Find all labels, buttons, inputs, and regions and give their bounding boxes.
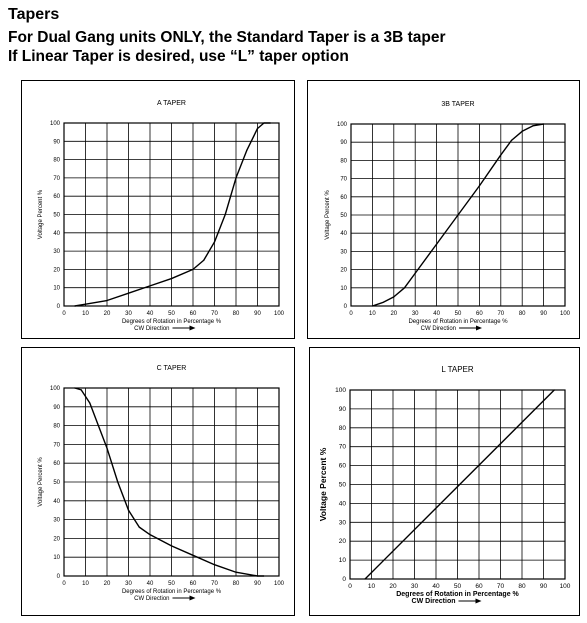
chart-panel-l-taper bbox=[309, 347, 580, 616]
x-tick-label: 90 bbox=[539, 583, 548, 590]
data-point bbox=[415, 273, 416, 274]
x-tick-label: 90 bbox=[254, 581, 261, 587]
y-axis-label: Voltage Percent % bbox=[38, 457, 44, 507]
x-tick-label: 30 bbox=[125, 581, 132, 587]
y-tick-label: 20 bbox=[338, 538, 346, 546]
data-point bbox=[457, 214, 458, 215]
x-tick-label: 70 bbox=[211, 581, 218, 587]
y-tick-label: 50 bbox=[53, 480, 60, 486]
data-point bbox=[479, 185, 480, 186]
data-point bbox=[404, 287, 405, 288]
data-point bbox=[106, 300, 107, 301]
y-tick-label: 100 bbox=[335, 387, 346, 394]
data-point bbox=[171, 278, 172, 279]
y-tick-label: 60 bbox=[338, 462, 346, 470]
data-point bbox=[270, 122, 271, 123]
x-tick-label: 30 bbox=[125, 311, 132, 317]
direction-arrow-head bbox=[476, 326, 482, 331]
page-title: Tapers bbox=[8, 6, 60, 23]
y-tick-label: 40 bbox=[53, 230, 60, 237]
x-tick-label: 0 bbox=[349, 311, 353, 317]
y-tick-label: 40 bbox=[53, 498, 60, 505]
x-tick-label: 50 bbox=[453, 583, 462, 590]
x-tick-label: 20 bbox=[103, 581, 111, 587]
y-tick-label: 80 bbox=[53, 423, 60, 430]
data-point bbox=[98, 425, 99, 426]
cw-direction-label: CW Direction bbox=[134, 596, 170, 602]
y-tick-label: 70 bbox=[338, 443, 346, 451]
y-tick-label: 30 bbox=[340, 249, 347, 256]
x-tick-label: 100 bbox=[273, 311, 285, 317]
y-tick-label: 50 bbox=[338, 481, 346, 489]
y-tick-label: 20 bbox=[53, 267, 60, 274]
y-tick-label: 90 bbox=[338, 405, 346, 413]
data-point bbox=[257, 575, 258, 576]
y-tick-label: 60 bbox=[53, 461, 60, 468]
y-tick-label: 70 bbox=[340, 176, 347, 183]
data-point bbox=[171, 545, 172, 546]
x-tick-label: 40 bbox=[146, 311, 154, 317]
data-point bbox=[263, 575, 264, 576]
x-axis-label: Degrees of Rotation in Percentage % bbox=[121, 589, 222, 595]
data-point bbox=[235, 177, 236, 178]
y-tick-label: 50 bbox=[340, 213, 347, 219]
y-tick-label: 90 bbox=[53, 139, 60, 146]
y-tick-label: 70 bbox=[53, 175, 60, 182]
y-axis-label: Voltage Percent % bbox=[38, 189, 44, 240]
data-point bbox=[85, 304, 86, 305]
y-tick-label: 80 bbox=[338, 424, 346, 432]
data-point bbox=[192, 555, 193, 556]
data-point bbox=[511, 140, 512, 141]
y-tick-label: 20 bbox=[53, 536, 60, 543]
x-tick-label: 80 bbox=[518, 311, 526, 317]
x-axis-label: Degrees of Rotation in Percentage % bbox=[396, 591, 519, 598]
y-tick-label: 10 bbox=[338, 557, 346, 565]
y-tick-label: 10 bbox=[53, 555, 60, 562]
data-point bbox=[149, 285, 150, 286]
y-tick-label: 0 bbox=[342, 576, 346, 583]
data-point bbox=[214, 564, 215, 565]
y-axis-label: Voltage Percent % bbox=[318, 447, 328, 522]
chart-title: A TAPER bbox=[157, 100, 186, 107]
y-tick-label: 100 bbox=[49, 386, 60, 392]
data-point bbox=[383, 302, 384, 303]
y-axis-label: Voltage Percent % bbox=[325, 190, 331, 240]
x-tick-label: 20 bbox=[390, 311, 398, 317]
data-point bbox=[554, 389, 555, 390]
data-point bbox=[139, 527, 140, 528]
chart-panel-c-taper bbox=[21, 347, 295, 616]
data-point bbox=[500, 154, 501, 155]
x-tick-label: 60 bbox=[476, 311, 483, 317]
data-point bbox=[74, 387, 75, 388]
x-tick-label: 90 bbox=[540, 311, 547, 317]
data-point bbox=[522, 131, 523, 132]
data-point bbox=[225, 214, 226, 215]
direction-arrow-head bbox=[190, 596, 196, 601]
x-tick-label: 10 bbox=[82, 581, 89, 587]
y-tick-label: 60 bbox=[340, 194, 347, 201]
dual-gang-note: For Dual Gang units ONLY, the Standard Taper is a 3B taper bbox=[8, 29, 446, 46]
x-tick-label: 10 bbox=[369, 311, 376, 317]
x-tick-label: 90 bbox=[254, 311, 261, 317]
x-tick-label: 70 bbox=[496, 583, 505, 590]
data-point bbox=[436, 244, 437, 245]
data-point bbox=[257, 128, 258, 129]
x-tick-label: 50 bbox=[168, 311, 175, 317]
x-tick-label: 10 bbox=[367, 583, 376, 590]
x-tick-label: 60 bbox=[189, 311, 197, 317]
c-taper-chart bbox=[22, 348, 294, 615]
data-point bbox=[214, 241, 215, 242]
data-point bbox=[246, 150, 247, 151]
chart-title: C TAPER bbox=[156, 365, 187, 372]
3b-taper-chart bbox=[308, 81, 579, 338]
x-tick-label: 40 bbox=[146, 581, 154, 587]
x-tick-label: 70 bbox=[497, 311, 505, 317]
x-tick-label: 0 bbox=[348, 583, 352, 590]
data-point bbox=[117, 481, 118, 482]
x-tick-label: 60 bbox=[475, 583, 483, 590]
data-point bbox=[235, 572, 236, 573]
y-tick-label: 60 bbox=[53, 194, 60, 201]
chart-panel-a-taper bbox=[21, 80, 295, 339]
x-tick-label: 80 bbox=[232, 581, 240, 587]
x-tick-label: 60 bbox=[189, 581, 197, 587]
data-point bbox=[149, 534, 150, 535]
x-tick-label: 50 bbox=[454, 311, 462, 317]
data-point bbox=[393, 296, 394, 297]
direction-arrow-head bbox=[476, 599, 482, 604]
y-tick-label: 90 bbox=[340, 140, 347, 147]
data-point bbox=[203, 260, 204, 261]
chart-title: L TAPER bbox=[441, 365, 474, 374]
x-tick-label: 100 bbox=[273, 581, 285, 587]
x-tick-label: 80 bbox=[518, 583, 526, 590]
y-tick-label: 90 bbox=[53, 404, 60, 411]
x-axis-label: Degrees of Rotation in Percentage % bbox=[121, 319, 222, 325]
x-axis-label: Degrees of Rotation in Percentage % bbox=[408, 319, 508, 325]
data-point bbox=[372, 305, 373, 306]
data-point bbox=[74, 305, 75, 306]
y-tick-label: 20 bbox=[340, 267, 347, 274]
data-point bbox=[532, 125, 533, 126]
x-tick-label: 70 bbox=[211, 311, 218, 317]
x-tick-label: 100 bbox=[559, 311, 571, 317]
x-tick-label: 40 bbox=[432, 583, 440, 590]
y-tick-label: 10 bbox=[53, 285, 60, 292]
y-tick-label: 100 bbox=[49, 121, 60, 127]
x-tick-label: 0 bbox=[62, 311, 66, 317]
cw-direction-label: CW Direction bbox=[420, 326, 456, 332]
y-tick-label: 30 bbox=[53, 517, 60, 524]
x-tick-label: 50 bbox=[168, 581, 175, 587]
y-tick-label: 0 bbox=[343, 304, 347, 310]
y-tick-label: 100 bbox=[336, 122, 347, 128]
x-tick-label: 80 bbox=[232, 311, 240, 317]
x-tick-label: 40 bbox=[433, 311, 440, 317]
y-tick-label: 0 bbox=[56, 304, 60, 310]
data-point bbox=[128, 510, 129, 511]
x-tick-label: 20 bbox=[389, 583, 397, 590]
x-tick-label: 20 bbox=[103, 311, 111, 317]
l-taper-chart bbox=[310, 348, 579, 615]
data-point bbox=[192, 269, 193, 270]
cw-direction-label: CW Direction bbox=[134, 326, 170, 332]
data-point bbox=[89, 402, 90, 403]
x-tick-label: 30 bbox=[411, 311, 419, 317]
y-tick-label: 30 bbox=[338, 519, 346, 527]
y-tick-label: 40 bbox=[340, 231, 347, 238]
chart-title: 3B TAPER bbox=[441, 101, 475, 108]
data-point bbox=[81, 389, 82, 390]
a-taper-chart bbox=[22, 81, 294, 338]
x-tick-label: 30 bbox=[410, 583, 419, 590]
data-point bbox=[106, 448, 107, 449]
x-tick-label: 100 bbox=[559, 583, 571, 590]
data-point bbox=[543, 123, 544, 124]
y-tick-label: 50 bbox=[53, 212, 60, 219]
linear-taper-note: If Linear Taper is desired, use “L” taper option bbox=[8, 48, 349, 65]
chart-panel-3b-taper bbox=[307, 80, 580, 339]
y-tick-label: 70 bbox=[53, 442, 60, 449]
x-tick-label: 10 bbox=[82, 311, 89, 317]
y-tick-label: 80 bbox=[340, 158, 347, 165]
y-tick-label: 30 bbox=[53, 249, 60, 256]
x-tick-label: 0 bbox=[62, 581, 66, 587]
direction-arrow-head bbox=[190, 326, 196, 331]
data-point bbox=[364, 578, 365, 579]
data-point bbox=[263, 122, 264, 123]
y-tick-label: 40 bbox=[338, 500, 346, 508]
y-tick-label: 80 bbox=[53, 157, 60, 164]
data-point bbox=[128, 293, 129, 294]
y-tick-label: 10 bbox=[340, 285, 347, 292]
cw-direction-label: CW Direction bbox=[411, 598, 456, 605]
y-tick-label: 0 bbox=[56, 574, 60, 580]
